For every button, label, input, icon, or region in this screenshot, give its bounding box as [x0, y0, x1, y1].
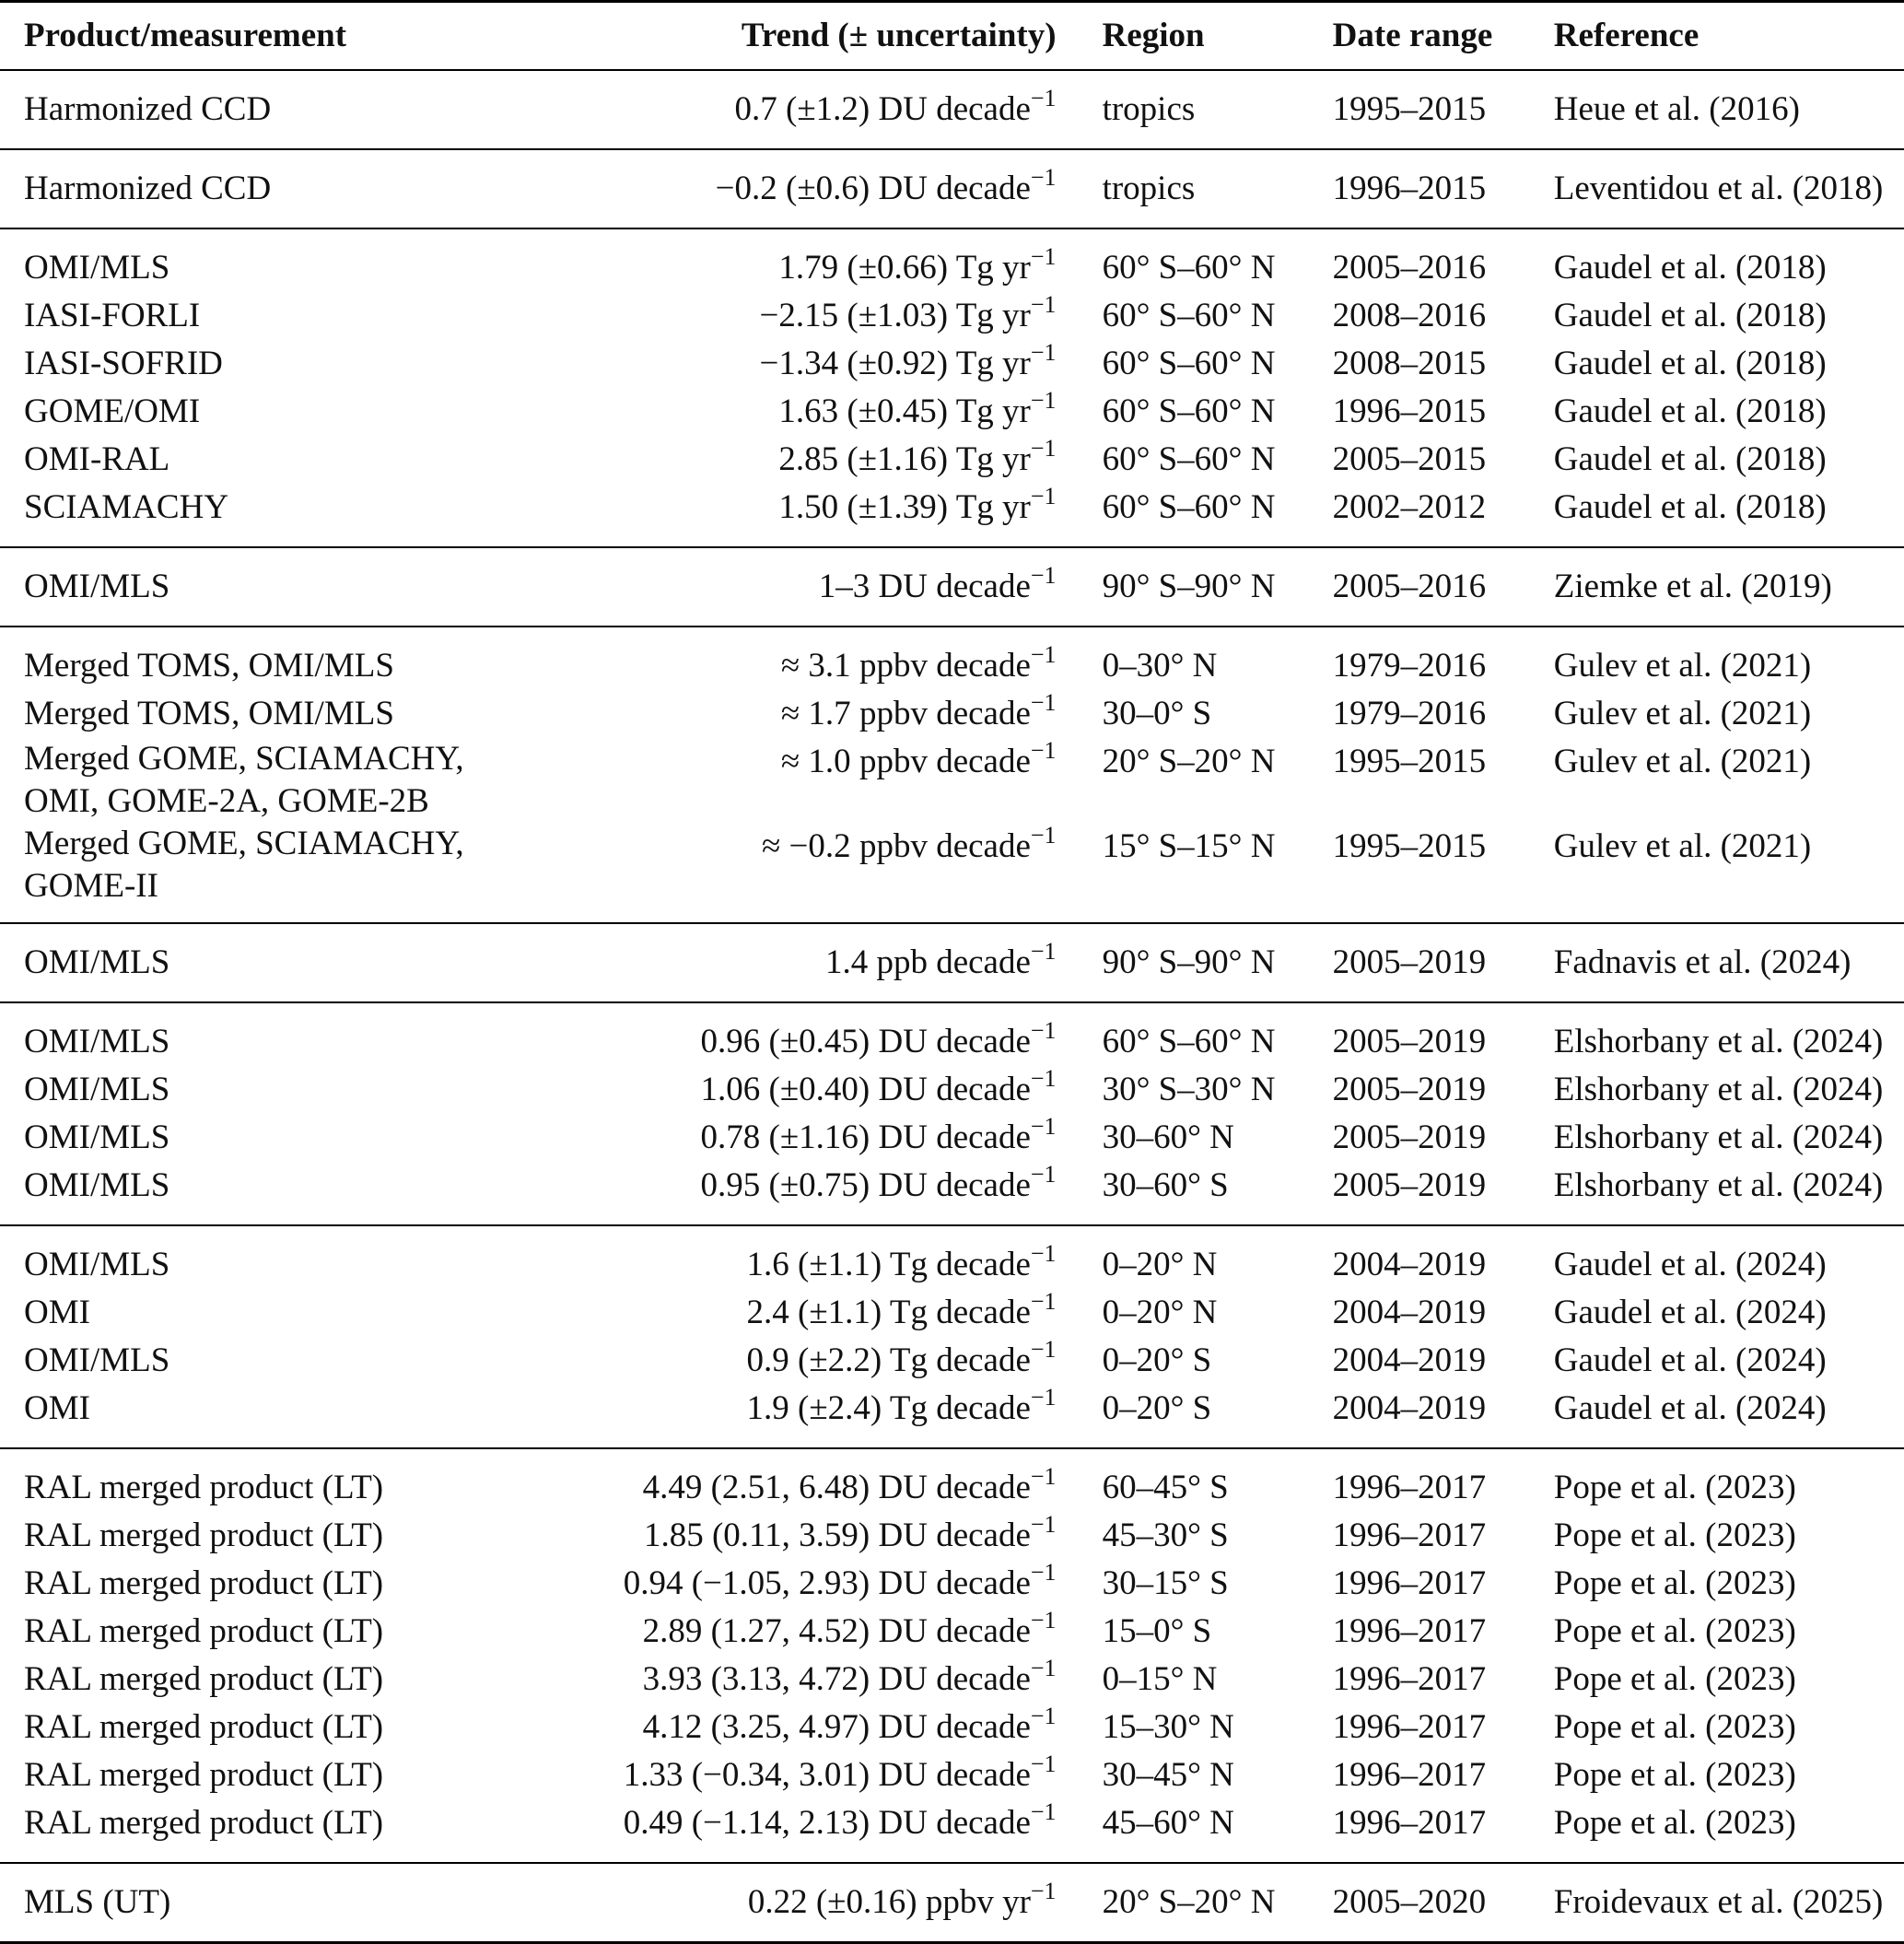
table-row [0, 1560, 1904, 1608]
trend-unit: DU decade [878, 1708, 1031, 1746]
cell-region: 60° S–60° N [1102, 249, 1276, 287]
cell-trend [540, 1751, 1102, 1799]
unit-exponent: −1 [1030, 1606, 1057, 1634]
trend-value: 1.4 [824, 943, 869, 981]
cell-trend [540, 1704, 1102, 1751]
table-row [0, 627, 1904, 690]
cell-region: 30–60° S [1103, 1162, 1333, 1225]
cell-date-range: 2005–2015 [1332, 440, 1487, 478]
cell-region: 45–30° S [1102, 1517, 1229, 1554]
cell-region: 0–20° N [1102, 1246, 1218, 1283]
unit-exponent: −1 [1030, 434, 1057, 462]
trend-unit: Tg yr [955, 345, 1031, 382]
cell-product: RAL merged product (LT) [24, 1660, 384, 1698]
cell-date-range: 1979–2016 [1332, 647, 1487, 685]
unit-exponent: −1 [1030, 1383, 1057, 1411]
cell-reference: Elshorbany et al. (2024) [1553, 1071, 1884, 1108]
cell-region: 60° S–60° N [1102, 297, 1276, 334]
cell-product: Merged GOME, SCIAMACHY, GOME-II [0, 823, 540, 923]
trend-unit: Tg yr [955, 440, 1031, 478]
cell-reference: Froidevaux et al. (2025) [1554, 1863, 1904, 1943]
table-row [0, 690, 1904, 738]
cell-trend [540, 1799, 1102, 1863]
cell-product: OMI/MLS [0, 1162, 540, 1225]
cell-region: 60° S–60° N [1102, 1023, 1276, 1060]
trend-value: 0.94 (−1.05, 2.93) [623, 1564, 870, 1602]
unit-exponent: −1 [1030, 1558, 1057, 1586]
cell-trend [540, 1225, 1102, 1289]
cell-reference: Gaudel et al. (2018) [1553, 345, 1827, 382]
cell-date-range: 1996–2015 [1332, 392, 1487, 430]
table-row [0, 70, 1904, 149]
trend-unit: DU decade [878, 1612, 1031, 1650]
cell-product: Merged TOMS, OMI/MLS [24, 647, 394, 685]
cell-trend [540, 823, 1102, 923]
unit-exponent: −1 [1030, 84, 1057, 111]
trend-unit: DU decade [878, 1564, 1031, 1602]
unit-exponent: −1 [1030, 736, 1057, 764]
unit-exponent: −1 [1030, 1016, 1057, 1044]
header-reference: Reference [1554, 2, 1904, 71]
table-row [0, 1289, 1904, 1337]
table-body [0, 70, 1904, 1943]
table-row [0, 1608, 1904, 1656]
cell-date-range: 2005–2019 [1332, 1118, 1487, 1156]
cell-reference: Pope et al. (2023) [1553, 1756, 1796, 1794]
table-row [0, 1066, 1904, 1114]
cell-region: 30–45° N [1102, 1756, 1234, 1794]
trend-unit: DU decade [878, 568, 1031, 605]
trend-unit: DU decade [878, 1660, 1031, 1698]
trend-value: 3.93 (3.13, 4.72) [642, 1660, 870, 1698]
cell-reference: Elshorbany et al. (2024) [1553, 1023, 1884, 1060]
cell-region: 60° S–60° N [1102, 440, 1276, 478]
cell-region: 0–15° N [1102, 1660, 1218, 1698]
cell-date-range: 2002–2012 [1333, 484, 1554, 547]
cell-trend [540, 1289, 1102, 1337]
trend-value: ≈ 3.1 [780, 647, 851, 685]
cell-region: 0–20° N [1102, 1294, 1218, 1331]
unit-exponent: −1 [1030, 1287, 1057, 1315]
cell-region: 90° S–90° N [1103, 923, 1333, 1002]
cell-region: 30–60° N [1102, 1118, 1234, 1156]
trend-value: 1.9 (±2.4) [746, 1389, 882, 1427]
header-date-range: Date range [1333, 2, 1554, 71]
cell-date-range: 2004–2019 [1332, 1246, 1487, 1283]
cell-product: Harmonized CCD [0, 149, 540, 228]
table-row [0, 1162, 1904, 1225]
cell-region: 0–20° S [1103, 1385, 1333, 1448]
trend-value: ≈ 1.0 [780, 743, 851, 780]
cell-product: OMI/MLS [0, 547, 540, 627]
cell-trend [540, 923, 1102, 1002]
cell-product: RAL merged product (LT) [0, 1799, 540, 1863]
cell-date-range: 2005–2019 [1333, 923, 1554, 1002]
cell-region: 60° S–60° N [1102, 345, 1276, 382]
trend-unit: ppbv decade [859, 743, 1031, 780]
unit-exponent: −1 [1030, 1112, 1057, 1140]
cell-date-range: 1996–2017 [1333, 1799, 1554, 1863]
cell-trend [540, 1114, 1102, 1162]
table-row [0, 1114, 1904, 1162]
trend-value: 1–3 [818, 568, 870, 605]
cell-reference: Gaudel et al. (2024) [1554, 1385, 1904, 1448]
cell-trend [540, 1448, 1102, 1512]
cell-reference: Gaudel et al. (2018) [1553, 392, 1827, 430]
trend-value: 0.49 (−1.14, 2.13) [623, 1804, 870, 1842]
trend-value: −2.15 (±1.03) [759, 297, 949, 334]
cell-product: RAL merged product (LT) [24, 1517, 384, 1554]
cell-trend [540, 484, 1102, 547]
cell-date-range: 1995–2015 [1333, 823, 1554, 923]
cell-date-range: 2004–2019 [1332, 1294, 1487, 1331]
trend-unit: Tg decade [889, 1294, 1031, 1331]
cell-reference: Fadnavis et al. (2024) [1554, 923, 1904, 1002]
cell-reference: Ziemke et al. (2019) [1554, 547, 1904, 627]
table-row [0, 1656, 1904, 1704]
cell-reference: Leventidou et al. (2018) [1554, 149, 1904, 228]
cell-date-range: 1996–2017 [1332, 1469, 1487, 1506]
cell-reference: Elshorbany et al. (2024) [1554, 1162, 1904, 1225]
unit-exponent: −1 [1030, 1654, 1057, 1681]
cell-product: OMI/MLS [24, 249, 170, 287]
table-row [0, 1863, 1904, 1943]
cell-product: Harmonized CCD [0, 70, 540, 149]
cell-reference: Pope et al. (2023) [1553, 1660, 1796, 1698]
cell-region: 30–0° S [1102, 695, 1212, 732]
unit-exponent: −1 [1030, 1462, 1057, 1490]
trend-value: −0.2 (±0.6) [715, 170, 870, 207]
cell-reference: Gulev et al. (2021) [1553, 743, 1812, 780]
cell-trend [540, 1512, 1102, 1560]
trend-unit: DU decade [878, 1517, 1031, 1554]
cell-reference: Pope et al. (2023) [1553, 1708, 1796, 1746]
cell-product: OMI-RAL [24, 440, 170, 478]
cell-product: OMI/MLS [24, 1341, 170, 1379]
table-row [0, 823, 1904, 923]
trend-unit: DU decade [878, 1118, 1031, 1156]
cell-date-range: 1996–2017 [1332, 1756, 1487, 1794]
unit-exponent: −1 [1030, 688, 1057, 716]
trend-unit: DU decade [878, 170, 1031, 207]
cell-trend [540, 340, 1102, 388]
trend-unit: DU decade [878, 1166, 1031, 1204]
trend-value: ≈ −0.2 [762, 827, 851, 865]
trend-unit: DU decade [878, 1804, 1031, 1842]
cell-region: 60–45° S [1102, 1469, 1229, 1506]
cell-product: OMI/MLS [0, 923, 540, 1002]
table-row [0, 1448, 1904, 1512]
trend-value: 1.06 (±0.40) [700, 1071, 870, 1108]
unit-exponent: −1 [1030, 386, 1057, 414]
cell-date-range: 1995–2015 [1332, 743, 1487, 780]
trend-unit: Tg yr [955, 297, 1031, 334]
cell-trend [540, 1162, 1102, 1225]
cell-reference: Heue et al. (2016) [1554, 70, 1904, 149]
cell-reference: Gaudel et al. (2018) [1553, 440, 1827, 478]
cell-date-range: 1996–2017 [1332, 1517, 1487, 1554]
cell-reference: Gaudel et al. (2018) [1553, 249, 1827, 287]
unit-exponent: −1 [1030, 1510, 1057, 1538]
trend-unit: DU decade [878, 1756, 1031, 1794]
table-row [0, 923, 1904, 1002]
cell-reference: Gaudel et al. (2018) [1553, 297, 1827, 334]
trend-value: 0.22 (±0.16) [747, 1883, 917, 1921]
header-trend: Trend (± uncertainty) [540, 2, 1102, 71]
cell-product: GOME/OMI [24, 392, 201, 430]
trend-unit: ppbv yr [925, 1883, 1031, 1921]
unit-exponent: −1 [1030, 937, 1057, 965]
cell-region: 15–30° N [1102, 1708, 1234, 1746]
cell-date-range: 2008–2016 [1332, 297, 1487, 334]
cell-trend [540, 228, 1102, 292]
unit-exponent: −1 [1030, 561, 1057, 589]
cell-product: RAL merged product (LT) [24, 1708, 384, 1746]
cell-region: 45–60° N [1103, 1799, 1333, 1863]
cell-region: 30° S–30° N [1102, 1071, 1276, 1108]
cell-product: OMI [24, 1294, 90, 1331]
trend-unit: ppbv decade [859, 827, 1031, 865]
cell-region: 60° S–60° N [1102, 392, 1276, 430]
cell-reference: Gaudel et al. (2024) [1553, 1294, 1827, 1331]
cell-trend [540, 547, 1102, 627]
cell-trend [540, 1560, 1102, 1608]
table-row [0, 436, 1904, 484]
trend-unit: ppbv decade [859, 695, 1031, 732]
trend-unit: Tg yr [955, 249, 1031, 287]
trend-unit: Tg yr [955, 488, 1031, 526]
table-row [0, 484, 1904, 547]
cell-region: 20° S–20° N [1103, 1863, 1333, 1943]
unit-exponent: −1 [1030, 1335, 1057, 1363]
trend-value: ≈ 1.7 [780, 695, 851, 732]
trend-value: −1.34 (±0.92) [759, 345, 949, 382]
trend-unit: DU decade [878, 1071, 1031, 1108]
cell-date-range: 2005–2019 [1333, 1162, 1554, 1225]
cell-region: 15° S–15° N [1103, 823, 1333, 923]
unit-exponent: −1 [1030, 1798, 1057, 1825]
trend-value: 1.79 (±0.66) [778, 249, 949, 287]
unit-exponent: −1 [1030, 1877, 1057, 1904]
table-row [0, 547, 1904, 627]
cell-trend [540, 70, 1102, 149]
cell-reference: Gaudel et al. (2018) [1554, 484, 1904, 547]
table-row [0, 738, 1904, 823]
table-row [0, 1799, 1904, 1863]
cell-reference: Gulev et al. (2021) [1553, 695, 1812, 732]
cell-reference: Pope et al. (2023) [1553, 1612, 1796, 1650]
table-row [0, 1751, 1904, 1799]
cell-product: SCIAMACHY [0, 484, 540, 547]
cell-region: 15–0° S [1102, 1612, 1212, 1650]
cell-date-range: 2005–2016 [1333, 547, 1554, 627]
cell-reference: Pope et al. (2023) [1553, 1469, 1796, 1506]
unit-exponent: −1 [1030, 1160, 1057, 1188]
unit-exponent: −1 [1030, 821, 1057, 849]
cell-product: IASI-SOFRID [24, 345, 223, 382]
trend-value: 1.33 (−0.34, 3.01) [623, 1756, 870, 1794]
unit-exponent: −1 [1030, 163, 1057, 191]
trend-value: 0.95 (±0.75) [700, 1166, 870, 1204]
trend-value: 2.4 (±1.1) [746, 1294, 882, 1331]
table-row [0, 1512, 1904, 1560]
header-region: Region [1103, 2, 1333, 71]
cell-trend [540, 388, 1102, 436]
trend-value: 0.96 (±0.45) [700, 1023, 870, 1060]
cell-product: Merged TOMS, OMI/MLS [24, 695, 394, 732]
table-row [0, 340, 1904, 388]
table-row [0, 149, 1904, 228]
unit-exponent: −1 [1030, 640, 1057, 668]
cell-date-range: 2004–2019 [1332, 1341, 1487, 1379]
trend-unit: Tg decade [889, 1389, 1031, 1427]
cell-reference: Gulev et al. (2021) [1553, 647, 1812, 685]
trend-unit: Tg decade [889, 1246, 1031, 1283]
cell-reference: Gulev et al. (2021) [1554, 823, 1904, 923]
cell-trend [540, 1608, 1102, 1656]
trend-value: 1.85 (0.11, 3.59) [643, 1517, 870, 1554]
cell-region: tropics [1103, 149, 1333, 228]
trend-value: 0.7 (±1.2) [734, 90, 870, 128]
cell-date-range: 1996–2017 [1332, 1564, 1487, 1602]
trend-value: 1.6 (±1.1) [746, 1246, 882, 1283]
cell-date-range: 1996–2015 [1333, 149, 1554, 228]
cell-reference: Pope et al. (2023) [1553, 1517, 1796, 1554]
cell-product: OMI/MLS [24, 1071, 170, 1108]
cell-product: OMI [0, 1385, 540, 1448]
cell-product: Merged GOME, SCIAMACHY, OMI, GOME-2A, GOME-2B [24, 740, 464, 820]
cell-trend [540, 1863, 1102, 1943]
trend-unit: DU decade [878, 90, 1031, 128]
table-row [0, 1337, 1904, 1385]
cell-region: 20° S–20° N [1102, 743, 1276, 780]
cell-date-range: 2005–2019 [1332, 1023, 1487, 1060]
trend-value: 4.12 (3.25, 4.97) [642, 1708, 870, 1746]
cell-product: MLS (UT) [0, 1863, 540, 1943]
trend-value: 4.49 (2.51, 6.48) [642, 1469, 870, 1506]
cell-date-range: 2008–2015 [1332, 345, 1487, 382]
cell-product: RAL merged product (LT) [24, 1469, 384, 1506]
trend-unit: DU decade [878, 1023, 1031, 1060]
cell-region: tropics [1103, 70, 1333, 149]
trend-value: 1.50 (±1.39) [778, 488, 949, 526]
unit-exponent: −1 [1030, 1239, 1057, 1267]
header-product: Product/measurement [0, 2, 540, 71]
trend-unit: DU decade [878, 1469, 1031, 1506]
trend-value: 1.63 (±0.45) [778, 392, 949, 430]
unit-exponent: −1 [1030, 290, 1057, 318]
unit-exponent: −1 [1030, 338, 1057, 366]
table-row [0, 1704, 1904, 1751]
cell-trend [540, 1385, 1102, 1448]
cell-reference: Gaudel et al. (2024) [1553, 1246, 1827, 1283]
cell-date-range: 2004–2019 [1333, 1385, 1554, 1448]
table-row [0, 292, 1904, 340]
trend-value: 0.78 (±1.16) [700, 1118, 870, 1156]
cell-date-range: 1979–2016 [1332, 695, 1487, 732]
cell-reference: Pope et al. (2023) [1554, 1799, 1904, 1863]
trend-unit: ppbv decade [859, 647, 1031, 685]
cell-date-range: 2005–2019 [1332, 1071, 1487, 1108]
trend-unit: Tg yr [955, 392, 1031, 430]
cell-trend [540, 738, 1102, 823]
cell-trend [540, 436, 1102, 484]
unit-exponent: −1 [1030, 482, 1057, 509]
trend-unit: ppb decade [876, 943, 1031, 981]
table-row [0, 1225, 1904, 1289]
cell-trend [540, 690, 1102, 738]
cell-product: OMI/MLS [24, 1118, 170, 1156]
cell-product: IASI-FORLI [24, 297, 201, 334]
cell-date-range: 1996–2017 [1332, 1660, 1487, 1698]
cell-date-range: 2005–2020 [1333, 1863, 1554, 1943]
unit-exponent: −1 [1030, 1064, 1057, 1092]
cell-region: 90° S–90° N [1103, 547, 1333, 627]
trend-unit: Tg decade [889, 1341, 1031, 1379]
cell-region: 60° S–60° N [1103, 484, 1333, 547]
cell-product: OMI/MLS [24, 1246, 170, 1283]
cell-trend [540, 1066, 1102, 1114]
cell-trend [540, 292, 1102, 340]
cell-date-range: 1996–2017 [1332, 1612, 1487, 1650]
cell-date-range: 2005–2016 [1332, 249, 1487, 287]
cell-region: 0–30° N [1102, 647, 1218, 685]
table-row [0, 388, 1904, 436]
cell-date-range: 1996–2017 [1332, 1708, 1487, 1746]
cell-product: RAL merged product (LT) [24, 1564, 384, 1602]
unit-exponent: −1 [1030, 1702, 1057, 1729]
cell-reference: Gaudel et al. (2024) [1553, 1341, 1827, 1379]
cell-trend [540, 149, 1102, 228]
cell-region: 30–15° S [1102, 1564, 1229, 1602]
cell-region: 0–20° S [1102, 1341, 1212, 1379]
cell-trend [540, 1656, 1102, 1704]
unit-exponent: −1 [1030, 1750, 1057, 1777]
cell-reference: Pope et al. (2023) [1553, 1564, 1796, 1602]
trend-value: 2.85 (±1.16) [778, 440, 949, 478]
cell-product: RAL merged product (LT) [24, 1756, 384, 1794]
table-row [0, 228, 1904, 292]
unit-exponent: −1 [1030, 242, 1057, 270]
cell-reference: Elshorbany et al. (2024) [1553, 1118, 1884, 1156]
table-row [0, 1002, 1904, 1066]
cell-trend [540, 1002, 1102, 1066]
header-row [0, 2, 1904, 71]
cell-trend [540, 627, 1102, 690]
trend-value: 2.89 (1.27, 4.52) [642, 1612, 870, 1650]
cell-date-range: 1995–2015 [1333, 70, 1554, 149]
cell-trend [540, 1337, 1102, 1385]
trend-value: 0.9 (±2.2) [746, 1341, 882, 1379]
cell-product: OMI/MLS [24, 1023, 170, 1060]
table-row [0, 1385, 1904, 1448]
cell-product: RAL merged product (LT) [24, 1612, 384, 1650]
